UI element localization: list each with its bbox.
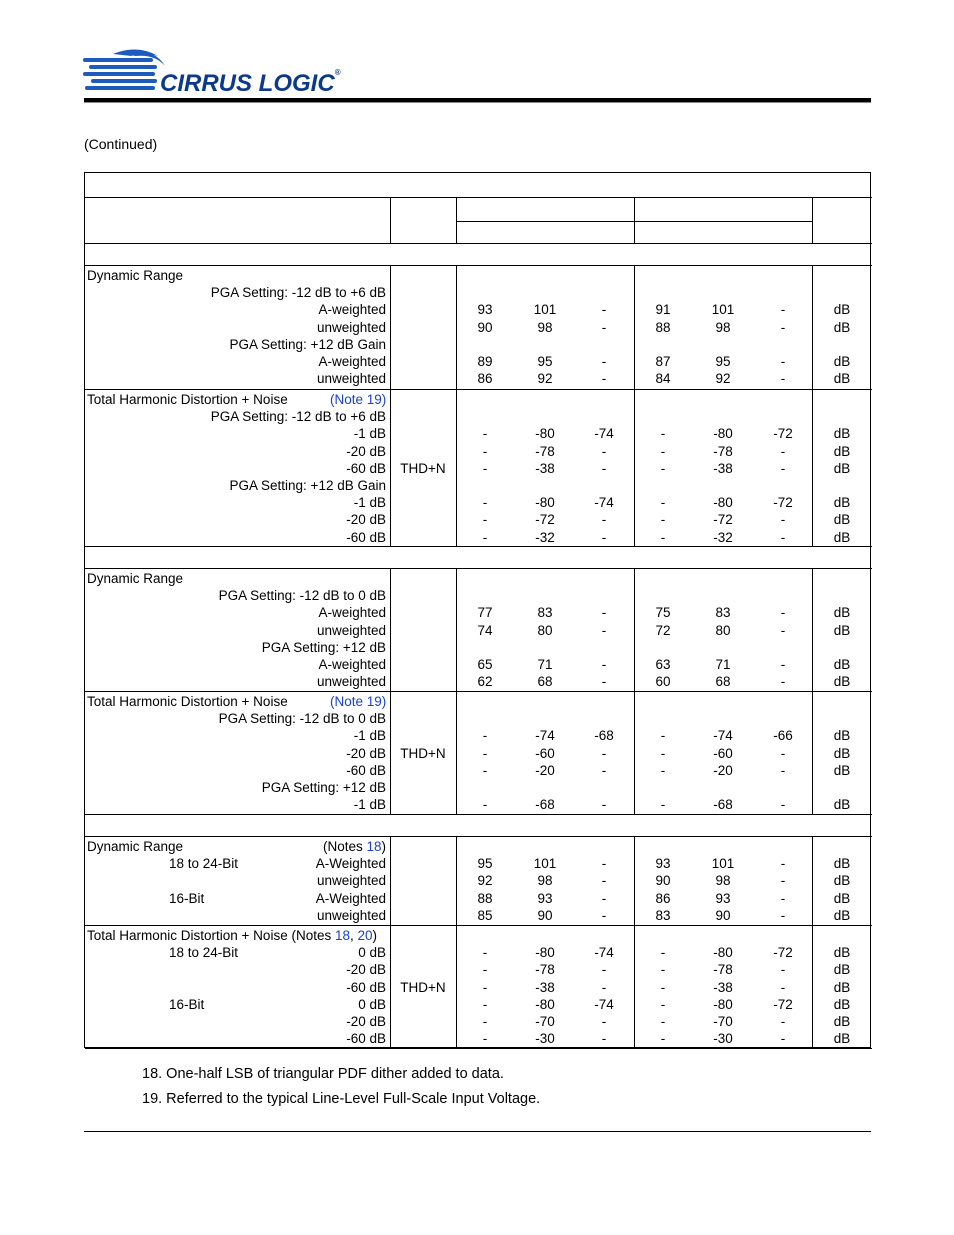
- param-label: 0 dB: [358, 996, 386, 1012]
- param-label: -1 dB: [353, 797, 386, 813]
- unit-cell: dB: [833, 1031, 851, 1047]
- value-cell: -: [780, 443, 786, 459]
- param-label: unweighted: [316, 873, 386, 889]
- value-cell: -80: [713, 495, 733, 511]
- param-label: Dynamic Range: [87, 571, 184, 586]
- value-cell: -: [601, 443, 607, 459]
- value-cell: 63: [655, 657, 671, 672]
- value-cell: 93: [715, 890, 731, 906]
- value-cell: 65: [477, 657, 493, 672]
- note-suffix: ): [381, 839, 386, 854]
- value-cell: -80: [713, 996, 733, 1012]
- value-cell: -68: [713, 797, 733, 813]
- value-cell: -38: [713, 460, 733, 476]
- value-cell: -: [482, 962, 488, 978]
- value-cell: 83: [655, 907, 671, 923]
- table-column-rule: [634, 197, 635, 243]
- value-cell: -: [482, 728, 488, 744]
- value-cell: -: [482, 979, 488, 995]
- value-cell: 98: [537, 873, 553, 889]
- value-cell: -: [601, 371, 607, 387]
- value-cell: 95: [477, 856, 493, 872]
- param-label: unweighted: [316, 371, 386, 387]
- value-cell: -: [780, 657, 786, 672]
- value-cell: -: [601, 873, 607, 889]
- param-label: 0 dB: [358, 945, 386, 961]
- value-cell: 83: [715, 605, 731, 621]
- value-cell: -: [660, 945, 666, 961]
- note-ref-link[interactable]: 20: [357, 928, 373, 943]
- value-cell: -: [601, 512, 607, 528]
- table-column-rule: [390, 197, 391, 243]
- value-cell: 86: [477, 371, 493, 387]
- value-cell: -38: [713, 979, 733, 995]
- value-cell: -: [780, 622, 786, 638]
- table-column-rule: [390, 568, 391, 691]
- unit-cell: dB: [833, 354, 851, 369]
- value-cell: -: [660, 728, 666, 744]
- value-cell: -: [601, 354, 607, 369]
- value-cell: -: [601, 529, 607, 545]
- table-rule: [85, 925, 872, 926]
- value-cell: 95: [715, 354, 731, 369]
- value-cell: -70: [535, 1014, 555, 1029]
- note-ref-link[interactable]: (Note 19): [330, 392, 387, 407]
- value-cell: -: [780, 1031, 786, 1047]
- value-cell: -: [482, 797, 488, 813]
- value-cell: 68: [537, 674, 553, 690]
- value-cell: -80: [535, 945, 555, 961]
- param-label: -60 dB: [346, 460, 386, 476]
- unit-cell: dB: [833, 657, 851, 672]
- value-cell: 80: [537, 622, 553, 638]
- value-cell: -: [601, 762, 607, 778]
- param-label: PGA Setting: +12 dB: [261, 780, 386, 795]
- value-cell: 101: [711, 302, 735, 318]
- unit-cell: dB: [833, 512, 851, 528]
- value-cell: -80: [535, 996, 555, 1012]
- value-cell: -: [660, 797, 666, 813]
- param-label: A-weighted: [318, 302, 386, 318]
- value-cell: 92: [715, 371, 731, 387]
- note-ref-link[interactable]: (Note 19): [330, 694, 387, 709]
- value-cell: 83: [537, 605, 553, 621]
- value-cell: -: [601, 890, 607, 906]
- value-cell: -78: [713, 962, 733, 978]
- value-cell: -68: [535, 797, 555, 813]
- value-cell: -78: [535, 443, 555, 459]
- value-cell: -: [780, 907, 786, 923]
- value-cell: 92: [537, 371, 553, 387]
- unit-cell: dB: [833, 371, 851, 387]
- value-cell: 68: [715, 674, 731, 690]
- value-cell: -: [780, 302, 786, 318]
- param-label: -60 dB: [346, 529, 386, 545]
- value-cell: -38: [535, 979, 555, 995]
- value-cell: -: [601, 460, 607, 476]
- param-label: PGA Setting: -12 dB to +6 dB: [210, 409, 386, 425]
- value-cell: -72: [773, 495, 793, 511]
- value-cell: 72: [655, 622, 671, 638]
- unit-cell: dB: [833, 745, 851, 761]
- value-cell: -80: [535, 495, 555, 511]
- value-cell: -60: [535, 745, 555, 761]
- value-cell: -80: [713, 945, 733, 961]
- note-sep: ): [372, 928, 378, 943]
- symbol-cell: THD+N: [400, 745, 446, 761]
- param-label: unweighted: [316, 319, 386, 335]
- value-cell: 93: [537, 890, 553, 906]
- table-column-rule: [390, 836, 391, 925]
- param-label: A-weighted: [318, 657, 386, 672]
- value-cell: -: [660, 979, 666, 995]
- param-label: [87, 927, 377, 944]
- value-cell: 86: [655, 890, 671, 906]
- header-rule: [84, 98, 871, 103]
- value-cell: -20: [713, 762, 733, 778]
- value-cell: -: [660, 1014, 666, 1029]
- value-cell: -: [660, 443, 666, 459]
- value-cell: -72: [773, 426, 793, 442]
- unit-cell: dB: [833, 605, 851, 621]
- value-cell: -30: [535, 1031, 555, 1047]
- value-cell: -78: [535, 962, 555, 978]
- value-cell: -: [601, 622, 607, 638]
- table-rule: [85, 546, 872, 547]
- value-cell: -72: [773, 996, 793, 1012]
- table-rule: [85, 1048, 872, 1049]
- value-cell: 101: [711, 856, 735, 872]
- param-label: -20 dB: [346, 745, 386, 761]
- value-cell: -72: [713, 512, 733, 528]
- value-cell: -: [601, 1031, 607, 1047]
- unit-cell: dB: [833, 1014, 851, 1029]
- unit-cell: dB: [833, 945, 851, 961]
- value-cell: 71: [715, 657, 731, 672]
- value-cell: 98: [715, 319, 731, 335]
- unit-cell: dB: [833, 856, 851, 872]
- param-label: -60 dB: [346, 1031, 386, 1047]
- value-cell: 77: [477, 605, 493, 621]
- value-cell: 85: [477, 907, 493, 923]
- value-cell: -: [780, 371, 786, 387]
- continued-label: (Continued): [84, 136, 158, 152]
- bit-depth-label: 16-Bit: [169, 996, 205, 1012]
- footnote-18: 18. One-half LSB of triangular PDF dither added to data.: [142, 1066, 504, 1082]
- value-cell: 88: [477, 890, 493, 906]
- value-cell: -: [482, 996, 488, 1012]
- value-cell: -: [660, 762, 666, 778]
- param-label: unweighted: [316, 622, 386, 638]
- value-cell: -: [660, 426, 666, 442]
- value-cell: -74: [594, 495, 614, 511]
- value-cell: -20: [535, 762, 555, 778]
- value-cell: 84: [655, 371, 671, 387]
- value-cell: -: [780, 460, 786, 476]
- param-label: A-weighted: [318, 354, 386, 369]
- unit-cell: dB: [833, 890, 851, 906]
- table-column-rule: [812, 197, 813, 243]
- param-label: Total Harmonic Distortion + Noise: [87, 392, 288, 407]
- value-cell: 90: [715, 907, 731, 923]
- company-wordmark: CIRRUS LOGIC®: [160, 68, 341, 97]
- param-label: PGA Setting: -12 dB to +6 dB: [210, 285, 386, 301]
- param-label: -20 dB: [346, 962, 386, 978]
- value-cell: -: [601, 1014, 607, 1029]
- value-cell: -: [660, 495, 666, 511]
- value-cell: -: [780, 354, 786, 369]
- value-cell: 98: [537, 319, 553, 335]
- value-cell: -: [601, 745, 607, 761]
- spec-table: [84, 172, 871, 1048]
- value-cell: -: [780, 605, 786, 621]
- table-rule: [85, 265, 872, 266]
- value-cell: -: [780, 319, 786, 335]
- value-cell: -: [482, 443, 488, 459]
- value-cell: -: [601, 856, 607, 872]
- value-cell: -: [780, 856, 786, 872]
- value-cell: -72: [535, 512, 555, 528]
- value-cell: 62: [477, 674, 493, 690]
- unit-cell: dB: [833, 873, 851, 889]
- value-cell: -74: [594, 426, 614, 442]
- value-cell: -: [601, 674, 607, 690]
- param-label: A-Weighted: [315, 890, 386, 906]
- value-cell: -: [482, 460, 488, 476]
- value-cell: -: [780, 674, 786, 690]
- value-cell: -: [660, 996, 666, 1012]
- footer-rule: [84, 1131, 871, 1132]
- value-cell: -78: [713, 443, 733, 459]
- table-column-rule: [390, 925, 391, 1048]
- value-cell: -38: [535, 460, 555, 476]
- param-label: unweighted: [316, 674, 386, 690]
- symbol-cell: THD+N: [400, 979, 446, 995]
- param-label: -1 dB: [353, 495, 386, 511]
- table-column-rule: [390, 389, 391, 546]
- value-cell: -: [601, 657, 607, 672]
- value-cell: -32: [713, 529, 733, 545]
- value-cell: -: [482, 1014, 488, 1029]
- table-rule: [85, 243, 872, 244]
- value-cell: -74: [594, 996, 614, 1012]
- value-cell: 71: [537, 657, 553, 672]
- param-text: Total Harmonic Distortion + Noise (Notes: [87, 928, 335, 943]
- value-cell: -: [660, 745, 666, 761]
- value-cell: -: [780, 962, 786, 978]
- unit-cell: dB: [833, 426, 851, 442]
- value-cell: -: [482, 512, 488, 528]
- value-cell: 93: [655, 856, 671, 872]
- value-cell: 89: [477, 354, 493, 369]
- value-cell: 75: [655, 605, 671, 621]
- value-cell: -: [780, 762, 786, 778]
- bit-depth-label: 16-Bit: [169, 890, 205, 906]
- value-cell: -74: [535, 728, 555, 744]
- param-label: -20 dB: [346, 512, 386, 528]
- param-label: -20 dB: [346, 1014, 386, 1029]
- param-label: Dynamic Range: [87, 839, 184, 854]
- table-rule: [85, 691, 872, 692]
- unit-cell: dB: [833, 495, 851, 511]
- symbol-cell: THD+N: [400, 460, 446, 476]
- table-rule: [85, 568, 872, 569]
- value-cell: 95: [537, 354, 553, 369]
- value-cell: -: [780, 529, 786, 545]
- param-label: unweighted: [316, 907, 386, 923]
- value-cell: -: [660, 512, 666, 528]
- value-cell: -: [482, 1031, 488, 1047]
- value-cell: -: [780, 873, 786, 889]
- unit-cell: dB: [833, 443, 851, 459]
- value-cell: 101: [533, 302, 557, 318]
- value-cell: -: [780, 797, 786, 813]
- value-cell: -60: [713, 745, 733, 761]
- value-cell: 88: [655, 319, 671, 335]
- value-cell: 74: [477, 622, 493, 638]
- value-cell: -: [601, 907, 607, 923]
- value-cell: -74: [594, 945, 614, 961]
- value-cell: -: [601, 302, 607, 318]
- param-label: -1 dB: [353, 728, 386, 744]
- value-cell: -80: [713, 426, 733, 442]
- param-label: -1 dB: [353, 426, 386, 442]
- value-cell: 101: [533, 856, 557, 872]
- unit-cell: dB: [833, 962, 851, 978]
- unit-cell: dB: [833, 622, 851, 638]
- param-label: Dynamic Range: [87, 268, 184, 283]
- value-cell: -: [601, 319, 607, 335]
- unit-cell: dB: [833, 979, 851, 995]
- unit-cell: dB: [833, 907, 851, 923]
- value-cell: -: [660, 1031, 666, 1047]
- param-label: Total Harmonic Distortion + Noise: [87, 694, 288, 709]
- param-label: A-weighted: [318, 605, 386, 621]
- unit-cell: dB: [833, 762, 851, 778]
- value-cell: -: [660, 460, 666, 476]
- value-cell: 80: [715, 622, 731, 638]
- unit-cell: dB: [833, 797, 851, 813]
- bit-depth-label: 18 to 24-Bit: [169, 856, 239, 872]
- value-cell: -: [780, 745, 786, 761]
- table-column-rule: [456, 197, 457, 243]
- param-label: PGA Setting: +12 dB Gain: [229, 336, 386, 352]
- value-cell: -: [482, 426, 488, 442]
- table-rule: [85, 836, 872, 837]
- note-ref: [323, 838, 386, 855]
- param-label: PGA Setting: +12 dB: [261, 639, 386, 655]
- table-column-rule: [390, 691, 391, 814]
- value-cell: -68: [594, 728, 614, 744]
- value-cell: -32: [535, 529, 555, 545]
- table-rule: [85, 197, 872, 198]
- param-label: -60 dB: [346, 762, 386, 778]
- param-label: -60 dB: [346, 979, 386, 995]
- value-cell: -: [482, 495, 488, 511]
- value-cell: 87: [655, 354, 671, 369]
- unit-cell: dB: [833, 319, 851, 335]
- value-cell: -: [482, 762, 488, 778]
- value-cell: -: [601, 605, 607, 621]
- value-cell: -: [601, 797, 607, 813]
- param-label: PGA Setting: -12 dB to 0 dB: [218, 588, 386, 604]
- table-rule: [85, 389, 872, 390]
- value-cell: 90: [477, 319, 493, 335]
- value-cell: 60: [655, 674, 671, 690]
- value-cell: -: [601, 979, 607, 995]
- note-ref-link[interactable]: 18: [334, 928, 350, 943]
- unit-cell: dB: [833, 728, 851, 744]
- value-cell: -72: [773, 945, 793, 961]
- unit-cell: dB: [833, 674, 851, 690]
- value-cell: -: [482, 745, 488, 761]
- value-cell: 91: [655, 302, 671, 318]
- value-cell: -: [660, 529, 666, 545]
- param-label: PGA Setting: -12 dB to 0 dB: [218, 711, 386, 727]
- value-cell: -30: [713, 1031, 733, 1047]
- note-prefix: (Notes: [322, 839, 367, 854]
- value-cell: 98: [715, 873, 731, 889]
- bit-depth-label: 18 to 24-Bit: [169, 945, 239, 961]
- value-cell: 92: [477, 873, 493, 889]
- unit-cell: dB: [833, 460, 851, 476]
- value-cell: 90: [537, 907, 553, 923]
- value-cell: -66: [773, 728, 793, 744]
- value-cell: 93: [477, 302, 493, 318]
- unit-cell: dB: [833, 996, 851, 1012]
- footnote-19: 19. Referred to the typical Line-Level Full-Scale Input Voltage.: [142, 1091, 541, 1107]
- table-column-rule: [390, 265, 391, 389]
- value-cell: -: [780, 979, 786, 995]
- unit-cell: dB: [833, 529, 851, 545]
- value-cell: 90: [655, 873, 671, 889]
- param-label: A-Weighted: [315, 856, 386, 872]
- value-cell: -: [780, 890, 786, 906]
- param-label: -20 dB: [346, 443, 386, 459]
- value-cell: -70: [713, 1014, 733, 1029]
- value-cell: -: [660, 962, 666, 978]
- unit-cell: dB: [833, 302, 851, 318]
- note-ref-link[interactable]: 18: [366, 839, 382, 854]
- note-sep: ,: [350, 928, 358, 943]
- value-cell: -: [780, 512, 786, 528]
- value-cell: -: [601, 962, 607, 978]
- value-cell: -74: [713, 728, 733, 744]
- value-cell: -80: [535, 426, 555, 442]
- table-rule: [85, 814, 872, 815]
- value-cell: -: [482, 529, 488, 545]
- param-label: PGA Setting: +12 dB Gain: [229, 478, 386, 493]
- value-cell: -: [482, 945, 488, 961]
- value-cell: -: [780, 1014, 786, 1029]
